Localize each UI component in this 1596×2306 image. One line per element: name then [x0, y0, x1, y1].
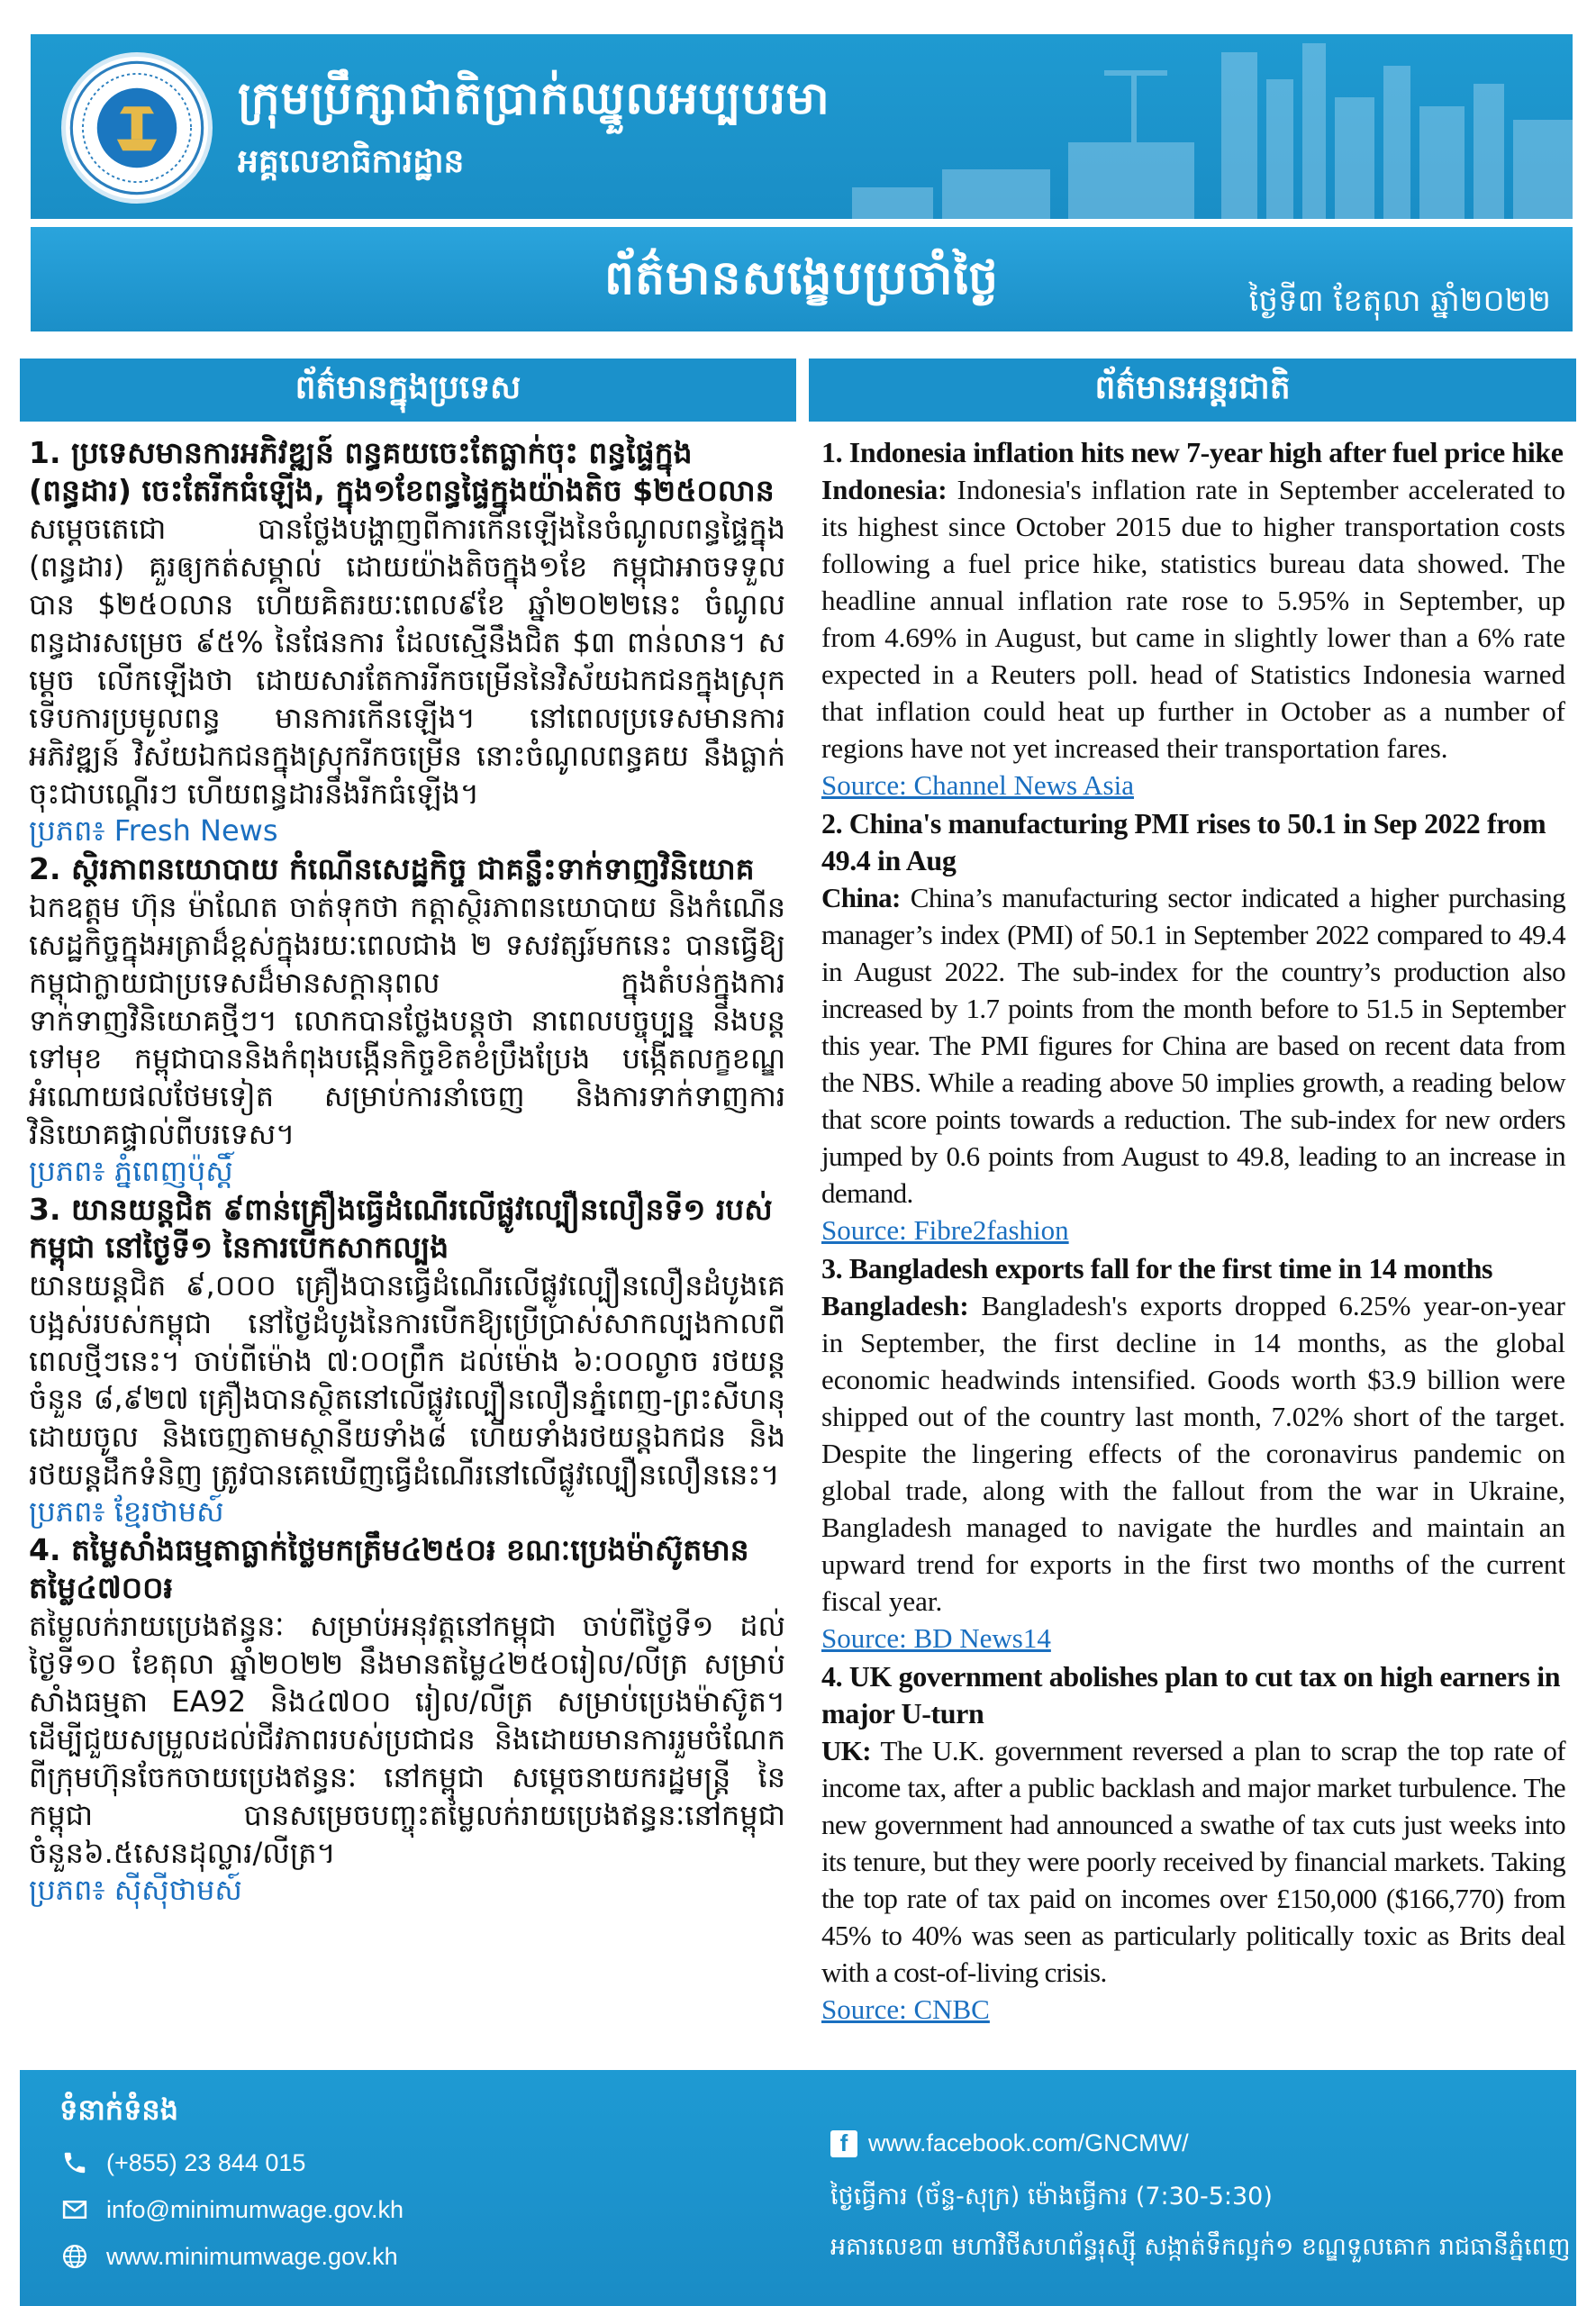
- contact-phone: [59, 2147, 305, 2178]
- article-title: 4. UK government abolishes plan to cut tax on high earners in major U-turn: [821, 1660, 1561, 1730]
- facebook-icon: f: [830, 2130, 857, 2157]
- contact-email: [59, 2194, 404, 2225]
- article-text: The U.K. government reversed a plan to scrap the top rate of income tax, after a public backlash and major market turbulence. The new government had announced a swathe of tax cuts just weeks into its tenure, but they were poorly received by financial markets. Taking the top rate of tax paid on incomes over £150,000 ($166,770) from 45% to 40% was seen as particularly politically toxic as Brits deal with a cost-of-living crisis.: [821, 1735, 1565, 1988]
- contact-website: [59, 2241, 398, 2272]
- source-label: ប្រភព៖: [29, 813, 105, 848]
- organization-name: ក្រុមប្រឹក្សាជាតិប្រាក់ឈ្នួលអប្បបរមា: [238, 72, 830, 124]
- article-source: [29, 813, 785, 849]
- article-text: China’s manufacturing sector indicated a higher purchasing manager’s index (PMI) of 50.1 in September 2022 compared to 49.4 in August 2022. The sub-index for the country’s production also increased by 1.7 points from the month before to 51.5 in September this year. The PMI figures for China are based on recent data from the NBS. While a reading above 50 implies growth, a reading below that score points towards a reduction. The sub-index for new orders jumped by 0.6 points from August to 49.8, leading to an increase in demand.: [821, 882, 1565, 1209]
- article-title: 2. China's manufacturing PMI rises to 50.1 in Sep 2022 from 49.4 in Aug: [821, 807, 1546, 876]
- source-link[interactable]: ស៊ីស៊ីថាមស៍: [113, 1873, 242, 1907]
- footer: [20, 2070, 1576, 2306]
- header-banner: [31, 34, 1573, 219]
- source-link[interactable]: Source: Channel News Asia: [821, 769, 1134, 801]
- international-news-column: [809, 359, 1576, 2029]
- article-country: China:: [821, 882, 901, 913]
- source-link[interactable]: Source: CNBC: [821, 1993, 990, 2025]
- source-link[interactable]: Source: BD News14: [821, 1622, 1051, 1654]
- article-body: [821, 1732, 1565, 1991]
- article-body: យានយន្តជិត ៩,០០០ គ្រឿងបានធ្វើដំណើរលើផ្លូវល្បឿនលឿនដំបូងគេបង្អស់របស់កម្ពុជា នៅថ្ងៃដំបូងនៃការបើកឱ្យប្រើប្រាស់សាកល្បងកាលពីពេលថ្មីៗនេះ។ ចាប់ពីម៉ោង ៧:០០ព្រឹក ដល់ម៉ោង ៦:០០ល្ងាច រថយន្តចំនួន ៨,៩២៧ គ្រឿងបានស្ថិតនៅលើផ្លូវល្បឿនលឿនភ្នំពេញ-ព្រះសីហនុ ដោយចូល និងចេញតាមស្ថានីយទាំង៨ ហើយទាំងរថយន្តឯកជន និងរថយន្តដឹកទំនិញ ត្រូវបានគេឃើញធ្វើដំណើរនៅលើផ្លូវល្បឿនលឿននេះ។: [29, 1268, 785, 1492]
- article-title: 4. តម្លៃសាំងធម្មតាធ្លាក់ថ្លៃមកត្រឹម៤២៥០៛ ខណៈប្រេងម៉ាស៊ូតមានតម្លៃ៤៧០០៛: [29, 1532, 749, 1605]
- domestic-article: [29, 434, 785, 849]
- working-hours: ថ្ងៃធ្វើការ (ច័ន្ទ-សុក្រ) ម៉ោងធ្វើការ (7:30-5:30): [830, 2183, 1273, 2211]
- organization-logo: [61, 52, 213, 204]
- international-news-heading: ព័ត៌មានអន្តរជាតិ: [809, 359, 1576, 422]
- contact-facebook: [830, 2129, 1189, 2157]
- contact-title: ទំនាក់ទំនង: [59, 2093, 179, 2127]
- globe-icon: [59, 2241, 90, 2272]
- domestic-news-column: [20, 359, 796, 1910]
- article-body: [821, 879, 1565, 1212]
- article-text: Indonesia's inflation rate in September accelerated to its highest since October 2015 due to higher transportation costs following a fuel price hike, statistics bureau data showed. The headline annual inflation rate rose to 5.95% in September, up from 4.69% in August, but came in slightly lower than a 6% rate expected in a Reuters poll. head of Statistics Indonesia warned that inflation could heat up further in October as a number of regions have not yet increased their transportation fares.: [821, 474, 1565, 764]
- website-url[interactable]: www.minimumwage.gov.kh: [106, 2242, 398, 2270]
- organization-subtitle: អគ្គលេខាធិការដ្ឋាន: [238, 143, 465, 180]
- international-article: [821, 1250, 1565, 1657]
- article-body: [821, 471, 1565, 767]
- article-source: [29, 1493, 785, 1530]
- article-country: Bangladesh:: [821, 1290, 969, 1321]
- domestic-news-heading: ព័ត៌មានក្នុងប្រទេស: [20, 359, 796, 422]
- page-title: ព័ត៌មានសង្ខេបប្រចាំថ្ងៃ: [603, 251, 1000, 305]
- source-label: ប្រភព៖: [29, 1873, 105, 1907]
- source-label: ប្រភព៖: [29, 1154, 105, 1188]
- email-address[interactable]: info@minimumwage.gov.kh: [106, 2195, 404, 2223]
- source-link[interactable]: ខ្មែរថាមស៍: [113, 1494, 224, 1529]
- domestic-article: [29, 1531, 785, 1908]
- article-text: Bangladesh's exports dropped 6.25% year-on-year in September, the first decline in 14 months, as the global economic headwinds intensified. Goods worth $3.9 billion were shipped out of the country last month, 7.02% short of the target. Despite the lingering effects of the coronavirus pandemic on global trade, along with the fallout from the war in Ukraine, Bangladesh managed to navigate the hurdles and maintain an upward trend for exports in the first two months of the current fiscal year.: [821, 1290, 1565, 1617]
- article-title: 1. Indonesia inflation hits new 7-year high after fuel price hike: [821, 436, 1564, 468]
- source-link[interactable]: Source: Fibre2fashion: [821, 1214, 1069, 1246]
- international-article: [821, 1658, 1565, 2028]
- phone-number[interactable]: (+855) 23 844 015: [106, 2148, 306, 2176]
- title-band: [31, 227, 1573, 331]
- facebook-url[interactable]: www.facebook.com/GNCMW/: [868, 2129, 1189, 2156]
- source-link[interactable]: ភ្នំពេញប៉ុស្តិ៍: [113, 1154, 233, 1188]
- article-body: សម្តេចតេជោ បានថ្លែងបង្ហាញពីការកើនឡើងនៃចំណូលពន្ធផ្ទៃក្នុង (ពន្ធដារ) គួរឲ្យកត់សម្គាល់ ដោយយ៉ាងតិចក្នុង១ខែ កម្ពុជាអាចទទួលបាន $២៥០លាន ហើយគិតរយៈពេល៩ខែ ឆ្នាំ២០២២នេះ ចំណូលពន្ធដារសម្រេច ៩៥% នៃផែនការ ដែលស្មើនឹងជិត $៣ ពាន់លាន។ សម្តេច លើកឡើងថា ដោយសារតែការរីកចម្រើននៃវិស័យឯកជនក្នុងស្រុក ទើបការប្រមូលពន្ធ មានការកើនឡើង។ នៅពេលប្រទេសមានការអភិវឌ្ឍន៍ វិស័យឯកជនក្នុងស្រុករីកចម្រើន នោះចំណូលពន្ធគយ នឹងធ្លាក់ចុះជាបណ្តើរៗ ហើយពន្ធដារនឹងរីកធំឡើង។: [29, 512, 785, 811]
- domestic-article: [29, 850, 785, 1189]
- office-address: អគារលេខ៣ មហាវិថីសហព័ន្ធរុស្ស៊ី សង្កាត់ទឹកល្អក់១ ខណ្ឌទួលគោក រាជធានីភ្នំពេញ: [830, 2233, 1571, 2261]
- email-icon: [59, 2194, 90, 2225]
- article-body: [821, 1287, 1565, 1620]
- international-article: [821, 434, 1565, 803]
- article-title: 1. ប្រទេសមានការអភិវឌ្ឍន៍ ពន្ធគយចេះតែធ្លាក់ចុះ ពន្ធផ្ទៃក្នុង (ពន្ធដារ) ចេះតែរីកធំឡើង, ក្នុង១ខែពន្ធផ្ទៃក្នុងយ៉ាងតិច $២៥០លាន: [29, 435, 775, 508]
- phone-icon: [59, 2147, 90, 2178]
- article-country: Indonesia:: [821, 474, 948, 505]
- article-body: ឯកឧត្តម ហ៊ុន ម៉ាណែត ចាត់ទុកថា កត្តាស្ថិរភាពនយោបាយ និងកំណើនសេដ្ឋកិច្ចក្នុងអត្រាដ៏ខ្ពស់ក្នុងរយៈពេលជាង ២ ទសវត្សរ៍មកនេះ បានធ្វើឱ្យកម្ពុជាក្លាយជាប្រទេសដ៏មានសក្តានុពល ក្នុងតំបន់ក្នុងការទាក់ទាញវិនិយោគថ្មីៗ។ លោកបានថ្លែងបន្តថា នាពេលបច្ចុប្បន្ន និងបន្តទៅមុខ កម្ពុជាបាននិងកំពុងបង្កើនកិច្ចខិតខំប្រឹងប្រែង បង្កើតលក្ខខណ្ឌ អំណោយផលថែមទៀត សម្រាប់ការនាំចេញ និងការទាក់ទាញការវិនិយោគផ្ទាល់ពីបរទេស។: [29, 890, 785, 1151]
- article-country: UK:: [821, 1735, 872, 1766]
- article-source: [29, 1872, 785, 1908]
- article-title: 2. ស្ថិរភាពនយោបាយ កំណើនសេដ្ឋកិច្ច ជាគន្លឹះទាក់ទាញវិនិយោគ: [29, 851, 755, 886]
- international-article: [821, 805, 1565, 1248]
- article-title: 3. Bangladesh exports fall for the first time in 14 months: [821, 1252, 1493, 1285]
- source-label: ប្រភព៖: [29, 1494, 105, 1529]
- article-body: តម្លៃលក់រាយប្រេងឥន្ធនៈ សម្រាប់អនុវត្តនៅកម្ពុជា ចាប់ពីថ្ងៃទី១ ដល់ថ្ងៃទី១០ ខែតុលា ឆ្នាំ២០២២ នឹងមានតម្លៃ៤២៥០រៀល/លីត្រ សម្រាប់សាំងធម្មតា EA92 និង៤៧០០ រៀល/លីត្រ សម្រាប់ប្រេងម៉ាស៊ូត។ ដើម្បីជួយសម្រួលដល់ជីវភាពរបស់ប្រជាជន និងដោយមានការរួមចំណែក ពីក្រុមហ៊ុនចែកចាយប្រេងឥន្ធនៈ នៅកម្ពុជា សម្តេចនាយករដ្ឋមន្ត្រី នៃកម្ពុជា បានសម្រេចបញ្ចុះតម្លៃលក់រាយប្រេងឥន្ធនៈនៅកម្ពុជា ចំនួន៦.៥សេនដុល្លារ/លីត្រ។: [29, 1609, 785, 1870]
- source-link[interactable]: Fresh News: [113, 813, 278, 848]
- article-title: 3. យានយន្តជិត ៩ពាន់គ្រឿងធ្វើដំណើរលើផ្លូវល្បឿនលឿនទី១ របស់កម្ពុជា នៅថ្ងៃទី១ នៃការបើកសាកល្បង: [29, 1192, 773, 1265]
- article-source: [29, 1153, 785, 1189]
- domestic-article: [29, 1191, 785, 1530]
- publication-date: ថ្ងៃទី៣ ខែតុលា ឆ្នាំ២០២២: [1248, 283, 1551, 319]
- city-skyline-graphic: [834, 34, 1573, 219]
